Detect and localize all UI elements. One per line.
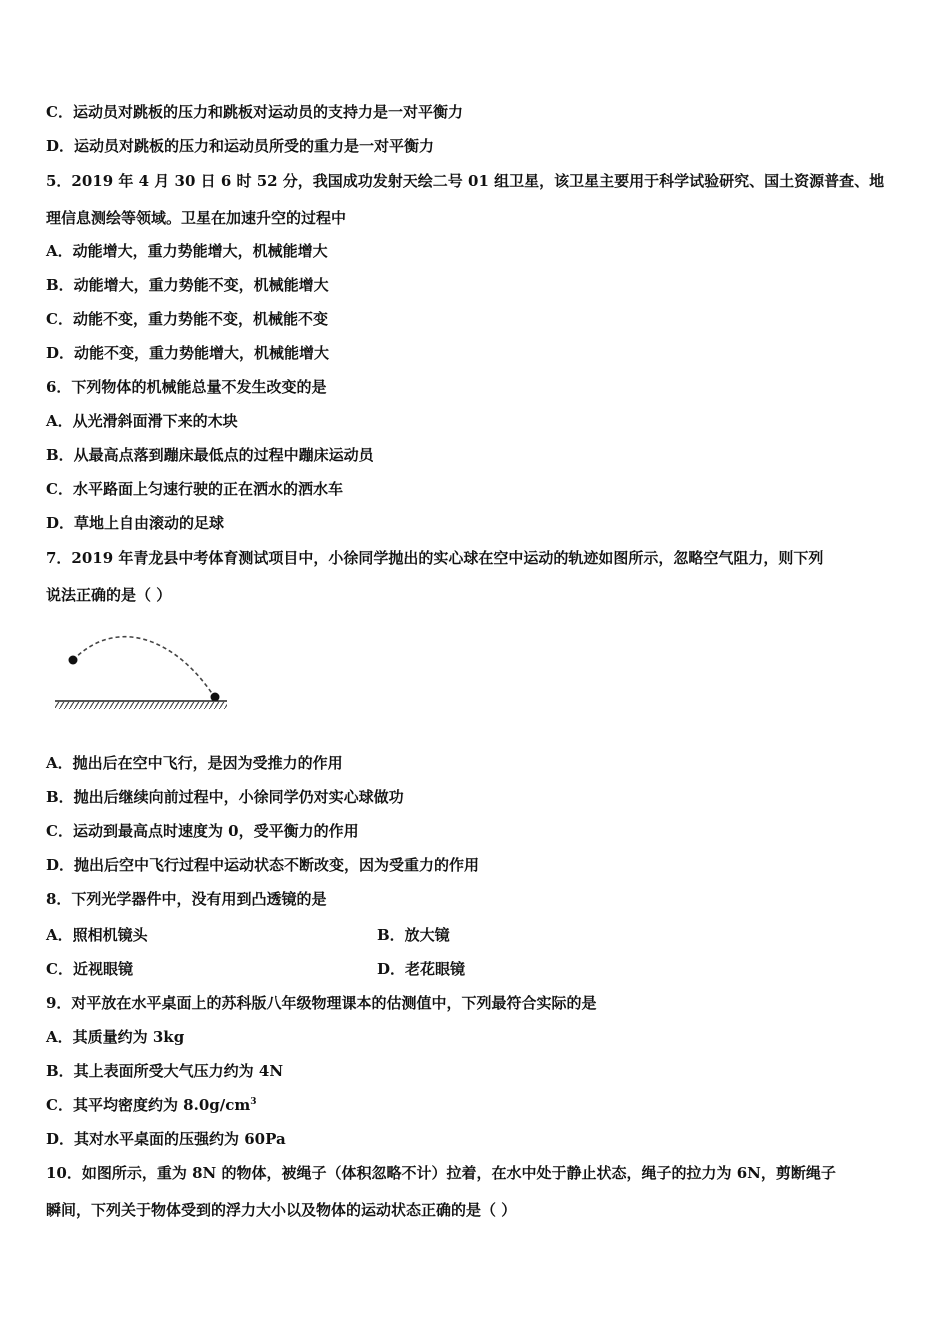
q6-option-c: C．水平路面上匀速行驶的正在洒水的洒水车 [46,480,343,498]
q10-stem-line1: 10．如图所示，重为 8N 的物体，被绳子（体积忽略不计）拉着，在水中处于静止状态，绳子的拉力为 6N，剪断绳子 [46,1164,836,1182]
ground-hatch [55,702,227,709]
ball-trajectory-diagram [50,628,235,713]
q5-option-d: D．动能不变，重力势能增大，机械能增大 [46,344,330,362]
q8-option-c: C．近视眼镜 [46,960,133,978]
q7-option-b: B．抛出后继续向前过程中，小徐同学仍对实心球做功 [46,788,404,806]
trajectory-figure [50,628,235,717]
q5-option-a: A．动能增大，重力势能增大，机械能增大 [46,242,328,260]
q5-stem-line2: 理信息测绘等领域。卫星在加速升空的过程中 [46,209,347,227]
q4-option-c: C．运动员对跳板的压力和跳板对运动员的支持力是一对平衡力 [46,103,463,121]
q7-option-c: C．运动到最高点时速度为 0，受平衡力的作用 [46,822,359,840]
q7-stem-line1: 7．2019 年青龙县中考体育测试项目中，小徐同学抛出的实心球在空中运动的轨迹如图所示，忽略空气阻力，则下列 [46,549,824,567]
ball-end [211,693,220,702]
q5-stem-line1: 5．2019 年 4 月 30 日 6 时 52 分，我国成功发射天绘二号 01 组卫星，该卫星主要用于科学试验研究、国土资源普查、地 [46,172,885,190]
q9-stem: 9．对平放在水平桌面上的苏科版八年级物理课本的估测值中，下列最符合实际的是 [46,994,597,1012]
q9-option-c [46,1095,257,1115]
q8-option-d: D．老花眼镜 [377,960,466,978]
q7-option-d: D．抛出后空中飞行过程中运动状态不断改变，因为受重力的作用 [46,856,480,874]
q9-option-d: D．其对水平桌面的压强约为 60Pa [46,1130,286,1148]
q7-stem-line2: 说法正确的是（ ） [46,586,172,604]
q9-option-c-superscript: 3 [250,1097,257,1107]
q9-option-c-text: C．其平均密度约为 8.0g/cm [46,1096,251,1114]
q9-option-a: A．其质量约为 3kg [46,1028,185,1046]
q6-option-a: A．从光滑斜面滑下来的木块 [46,412,238,430]
ball-start [69,656,78,665]
q8-option-b: B．放大镜 [377,926,450,944]
q6-option-b: B．从最高点落到蹦床最低点的过程中蹦床运动员 [46,446,374,464]
trajectory-curve [73,637,215,698]
q6-stem: 6．下列物体的机械能总量不发生改变的是 [46,378,327,396]
q9-option-b: B．其上表面所受大气压力约为 4N [46,1062,284,1080]
q6-option-d: D．草地上自由滚动的足球 [46,514,225,532]
q7-option-a: A．抛出后在空中飞行，是因为受推力的作用 [46,754,343,772]
q8-option-a: A．照相机镜头 [46,926,148,944]
q4-option-d: D．运动员对跳板的压力和运动员所受的重力是一对平衡力 [46,137,435,155]
q8-stem: 8．下列光学器件中，没有用到凸透镜的是 [46,890,327,908]
q5-option-b: B．动能增大，重力势能不变，机械能增大 [46,276,329,294]
q10-stem-line2: 瞬间，下列关于物体受到的浮力大小以及物体的运动状态正确的是（ ） [46,1201,517,1219]
q5-option-c: C．动能不变，重力势能不变，机械能不变 [46,310,328,328]
